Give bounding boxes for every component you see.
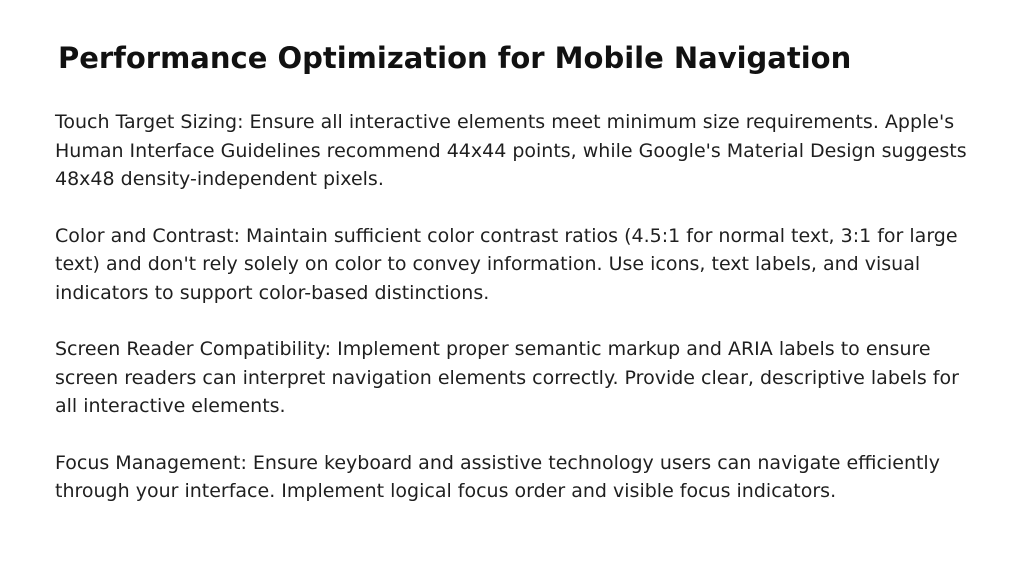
paragraph-screen-reader-compatibility: Screen Reader Compatibility: Implement proper semantic markup and ARIA labels to ensure screen readers can interpret navigation elements correctly. Provide clear, descriptive labels for all interactive elements.	[55, 338, 959, 417]
paragraph-touch-target-sizing: Touch Target Sizing: Ensure all interactive elements meet minimum size requirements. Apple's Human Interface Guidelines recommend 44x44 points, while Google's Material Design suggests 48x48 density-independent pixels.	[55, 111, 967, 190]
paragraph-color-and-contrast: Color and Contrast: Maintain sufficient color contrast ratios (4.5:1 for normal text, 3:1 for large text) and don't rely solely on color to convey information. Use icons, text labels, and visual indicators to support color-based distinctions.	[55, 224, 958, 304]
paragraph-focus-management: Focus Management: Ensure keyboard and assistive technology users can navigate efficiently through your interface. Implement logical focus order and visible focus indicators.	[55, 451, 940, 502]
page-title: Performance Optimization for Mobile Navigation	[58, 41, 852, 75]
slide-body	[55, 108, 970, 534]
